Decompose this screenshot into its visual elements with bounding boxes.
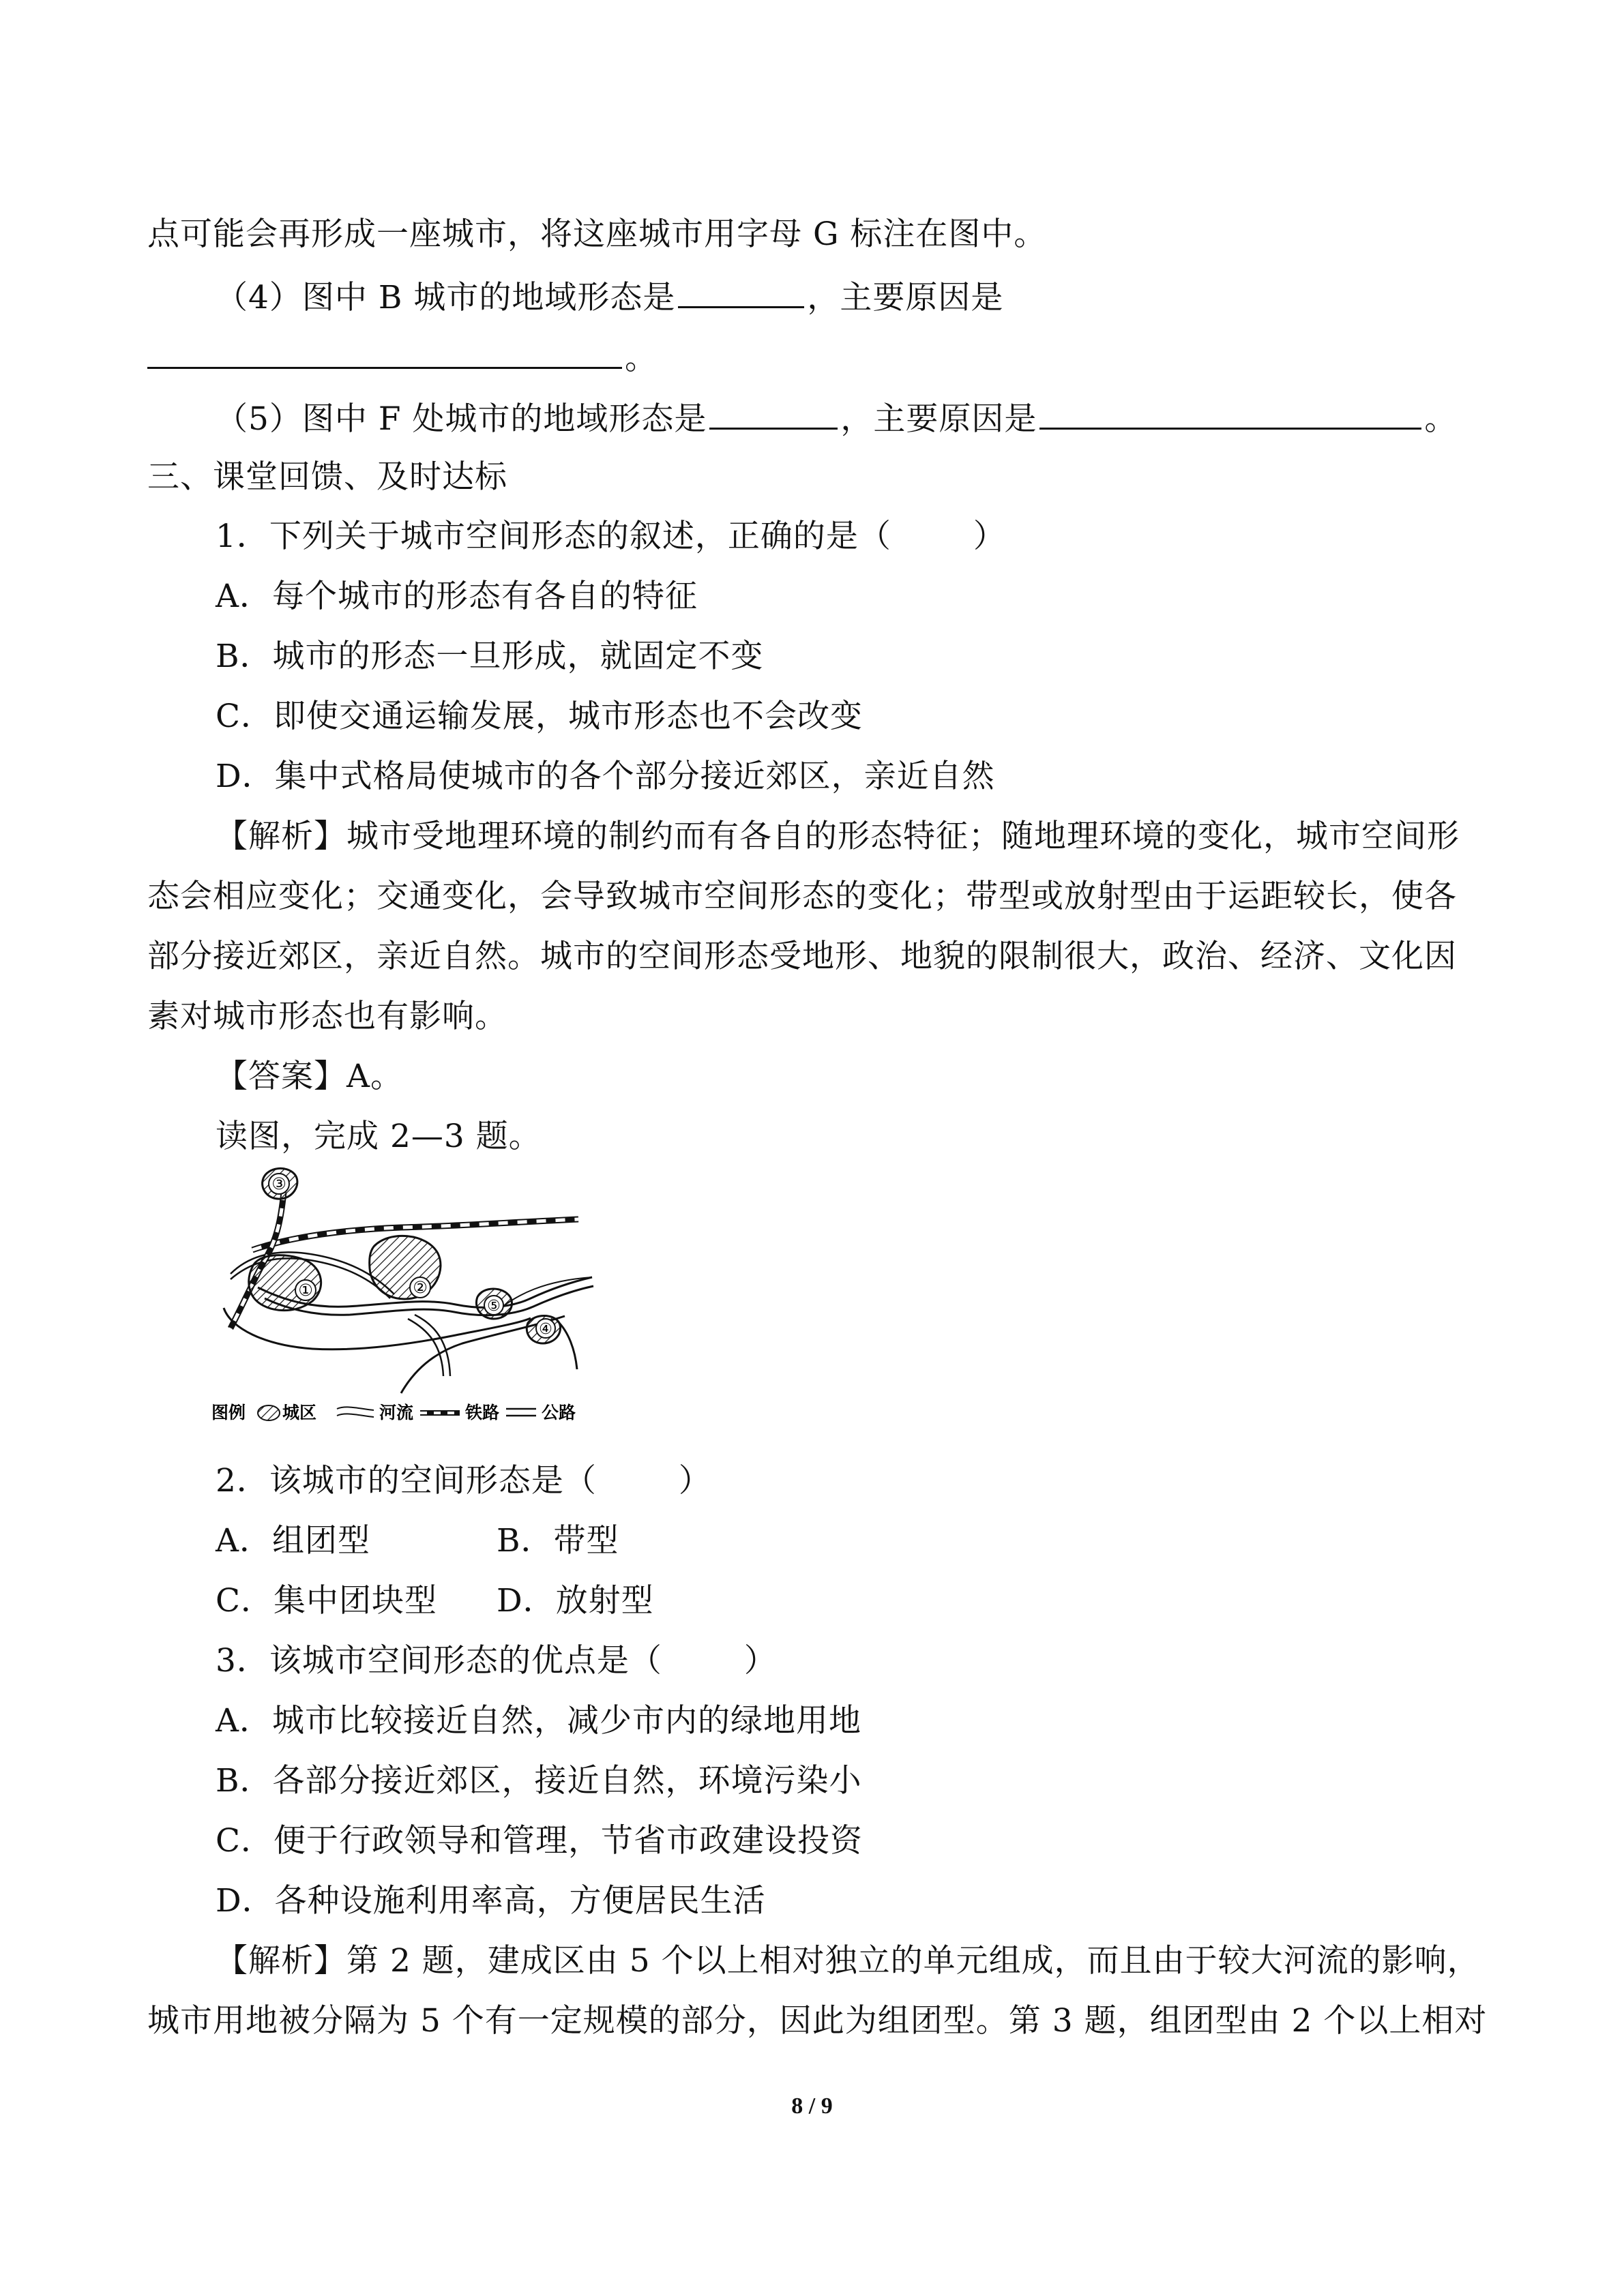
q1-option-c[interactable]: C．即使交通运输发展，城市形态也不会改变 <box>216 698 863 735</box>
q2-option-a[interactable]: A．组团型 <box>216 1522 370 1560</box>
analysis-1-line-1: 【解析】城市受地理环境的制约而有各自的形态特征；随地理环境的变化，城市空间形 <box>216 818 1460 855</box>
answer-1: 【答案】A。 <box>216 1058 403 1095</box>
question-5 <box>216 396 1457 440</box>
city-map-figure <box>210 1165 611 1429</box>
q1-option-a[interactable]: A．每个城市的形态有各自的特征 <box>216 578 698 615</box>
q5-blank-form[interactable] <box>709 396 838 430</box>
question-4 <box>216 275 1003 318</box>
read-figure-instruction: 读图，完成 2—3 题。 <box>216 1118 542 1155</box>
q3-option-b[interactable]: B．各部分接近郊区，接近自然，环境污染小 <box>216 1762 862 1800</box>
analysis-2-line-1: 【解析】第 2 题，建成区由 5 个以上相对独立的单元组成，而且由于较大河流的影响， <box>216 1942 1480 1980</box>
label-district-1: ① <box>298 1281 313 1300</box>
page-number: 8 / 9 <box>791 2093 833 2119</box>
q4-end: 。 <box>625 340 658 377</box>
q1-option-d[interactable]: D．集中式格局使城市的各个部分接近郊区，亲近自然 <box>216 758 995 795</box>
q2-option-c[interactable]: C．集中团块型 <box>216 1582 437 1620</box>
legend-title: 图例 <box>211 1403 246 1422</box>
q1-option-b[interactable]: B．城市的形态一旦形成，就固定不变 <box>216 638 764 675</box>
analysis-1-line-2: 态会相应变化；交通变化，会导致城市空间形态的变化；带型或放射型由于运距较长，使各 <box>147 878 1457 915</box>
analysis-1-line-3: 部分接近郊区，亲近自然。城市的空间形态受地形、地貌的限制很大，政治、经济、文化因 <box>147 938 1457 975</box>
question-3-stem: 3．该城市空间形态的优点是（ ） <box>216 1642 777 1680</box>
q2-option-d[interactable]: D．放射型 <box>497 1582 654 1620</box>
question-1-stem: 1．下列关于城市空间形态的叙述，正确的是（ ） <box>216 518 1006 555</box>
legend-city: 城区 <box>282 1403 317 1422</box>
q3-option-c[interactable]: C．便于行政领导和管理，节省市政建设投资 <box>216 1822 863 1860</box>
q3-option-a[interactable]: A．城市比较接近自然，减少市内的绿地用地 <box>216 1702 861 1740</box>
question-4-line2 <box>147 336 658 379</box>
q4-blank-form[interactable] <box>678 275 804 308</box>
legend-river: 河流 <box>379 1403 414 1422</box>
question-2-stem: 2．该城市的空间形态是（ ） <box>216 1462 711 1500</box>
continuation-line: 点可能会再形成一座城市，将这座城市用字母 G 标注在图中。 <box>147 215 1047 253</box>
q4-part1: （4）图中 B 城市的地域形态是 <box>216 279 676 316</box>
label-district-3: ③ <box>271 1174 286 1193</box>
q4-part2: ，主要原因是 <box>807 279 1004 316</box>
section-3-title: 三、课堂回馈、及时达标 <box>147 458 507 496</box>
q5-part1: （5）图中 F 处城市的地域形态是 <box>216 400 707 438</box>
legend-city-swatch <box>258 1405 280 1420</box>
q3-option-d[interactable]: D．各种设施利用率高，方便居民生活 <box>216 1882 766 1920</box>
legend-railway: 铁路 <box>465 1403 500 1422</box>
q4-blank-reason[interactable] <box>147 336 622 369</box>
label-district-2: ② <box>413 1278 428 1297</box>
q5-blank-reason[interactable] <box>1039 396 1421 430</box>
q5-part2: ，主要原因是 <box>840 400 1037 438</box>
road-2 <box>415 1315 450 1376</box>
legend-river-swatch <box>337 1407 374 1410</box>
label-district-4: ④ <box>539 1321 552 1338</box>
q2-option-b[interactable]: B．带型 <box>497 1522 619 1560</box>
label-district-5: ⑤ <box>487 1298 501 1315</box>
q5-end: 。 <box>1424 400 1458 438</box>
road-2b <box>408 1319 443 1376</box>
legend-road: 公路 <box>542 1403 576 1422</box>
analysis-1-line-4: 素对城市形态也有影响。 <box>147 998 507 1035</box>
analysis-2-line-2: 城市用地被分隔为 5 个有一定规模的部分，因此为组团型。第 3 题，组团型由 2 个以上相对 <box>147 2002 1488 2040</box>
